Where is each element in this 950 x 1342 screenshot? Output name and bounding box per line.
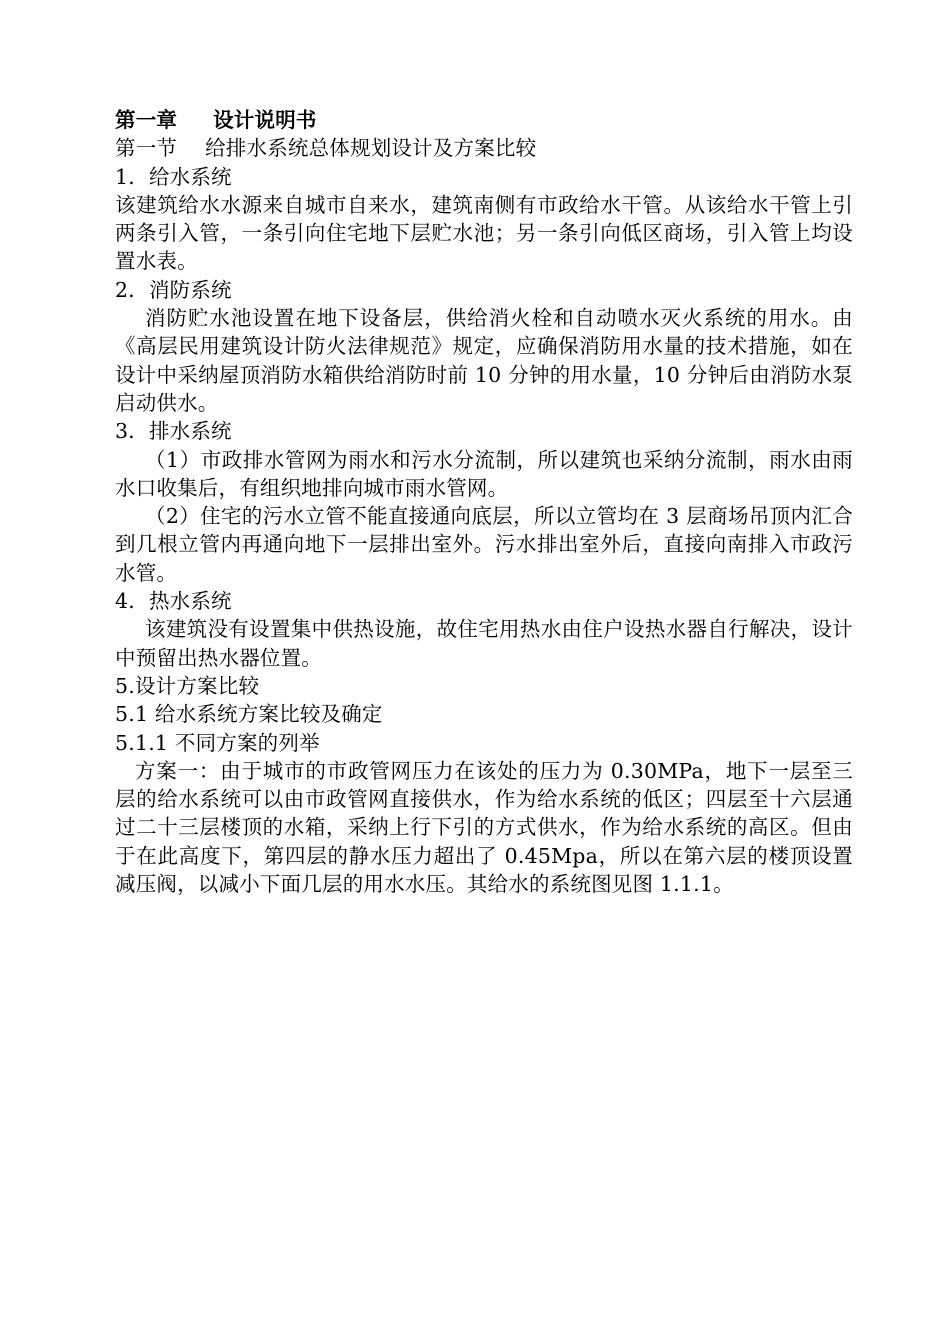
- paragraph-drainage-1: （1）市政排水管网为雨水和污水分流制，所以建筑也采纳分流制，雨水由雨水口收集后，有组织地排向城市雨水管网。: [115, 447, 853, 500]
- subheading-scheme-list: 5.1.1 不同方案的列举: [115, 730, 320, 755]
- heading-hot-water: 4．热水系统: [115, 589, 232, 614]
- paragraph-scheme-one: 方案一：由于城市的市政管网压力在该处的压力为 0.30MPa，地下一层至三层的给水系统可以由市政管网直接供水，作为给水系统的低区；四层至十六层通过二十三层楼顶的水箱，采纳上行下引的方式供水，作为给水系统的高区。但由于在此高度下，第四层的静水压力超出了 0.45Mpa，所以在第六层的楼顶设置减压阀，以减小下面几层的用水水压。其给水的系统图见图 1.1.1。: [115, 758, 853, 897]
- heading-design-comparison: 5.设计方案比较: [115, 673, 260, 698]
- document-page: [115, 106, 853, 898]
- chapter-number: 第一章: [115, 108, 178, 132]
- chapter-title: 设计说明书: [213, 108, 317, 132]
- section-number: 第一节: [115, 136, 178, 161]
- heading-water-supply: 1．给水系统: [115, 164, 232, 189]
- paragraph-hot-water: 该建筑没有设置集中供热设施，故住宅用热水由住户设热水器自行解决，设计中预留出热水器位置。: [115, 617, 853, 670]
- heading-drainage: 3．排水系统: [115, 419, 232, 444]
- paragraph-fire-protection: 消防贮水池设置在地下设备层，供给消火栓和自动喷水灭火系统的用水。由《高层民用建筑设计防火法律规范》规定，应确保消防用水量的技术措施，如在设计中采纳屋顶消防水箱供给消防时前 10 分钟的用水量，10 分钟后由消防水泵启动供水。: [115, 306, 853, 415]
- section-title: 给排水系统总体规划设计及方案比较: [205, 136, 537, 161]
- subheading-water-scheme: 5.1 给水系统方案比较及确定: [115, 702, 383, 727]
- heading-fire-protection: 2．消防系统: [115, 277, 232, 302]
- paragraph-water-supply: 该建筑给水水源来自城市自来水，建筑南侧有市政给水干管。从该给水干管上引两条引入管，一条引向住宅地下层贮水池；另一条引向低区商场，引入管上均设置水表。: [115, 192, 853, 274]
- paragraph-drainage-2: （2）住宅的污水立管不能直接通向底层，所以立管均在 3 层商场吊顶内汇合到几根立管内再通向地下一层排出室外。污水排出室外后，直接向南排入市政污水管。: [115, 504, 853, 585]
- chapter-heading: [115, 106, 853, 134]
- section-heading: [115, 134, 853, 162]
